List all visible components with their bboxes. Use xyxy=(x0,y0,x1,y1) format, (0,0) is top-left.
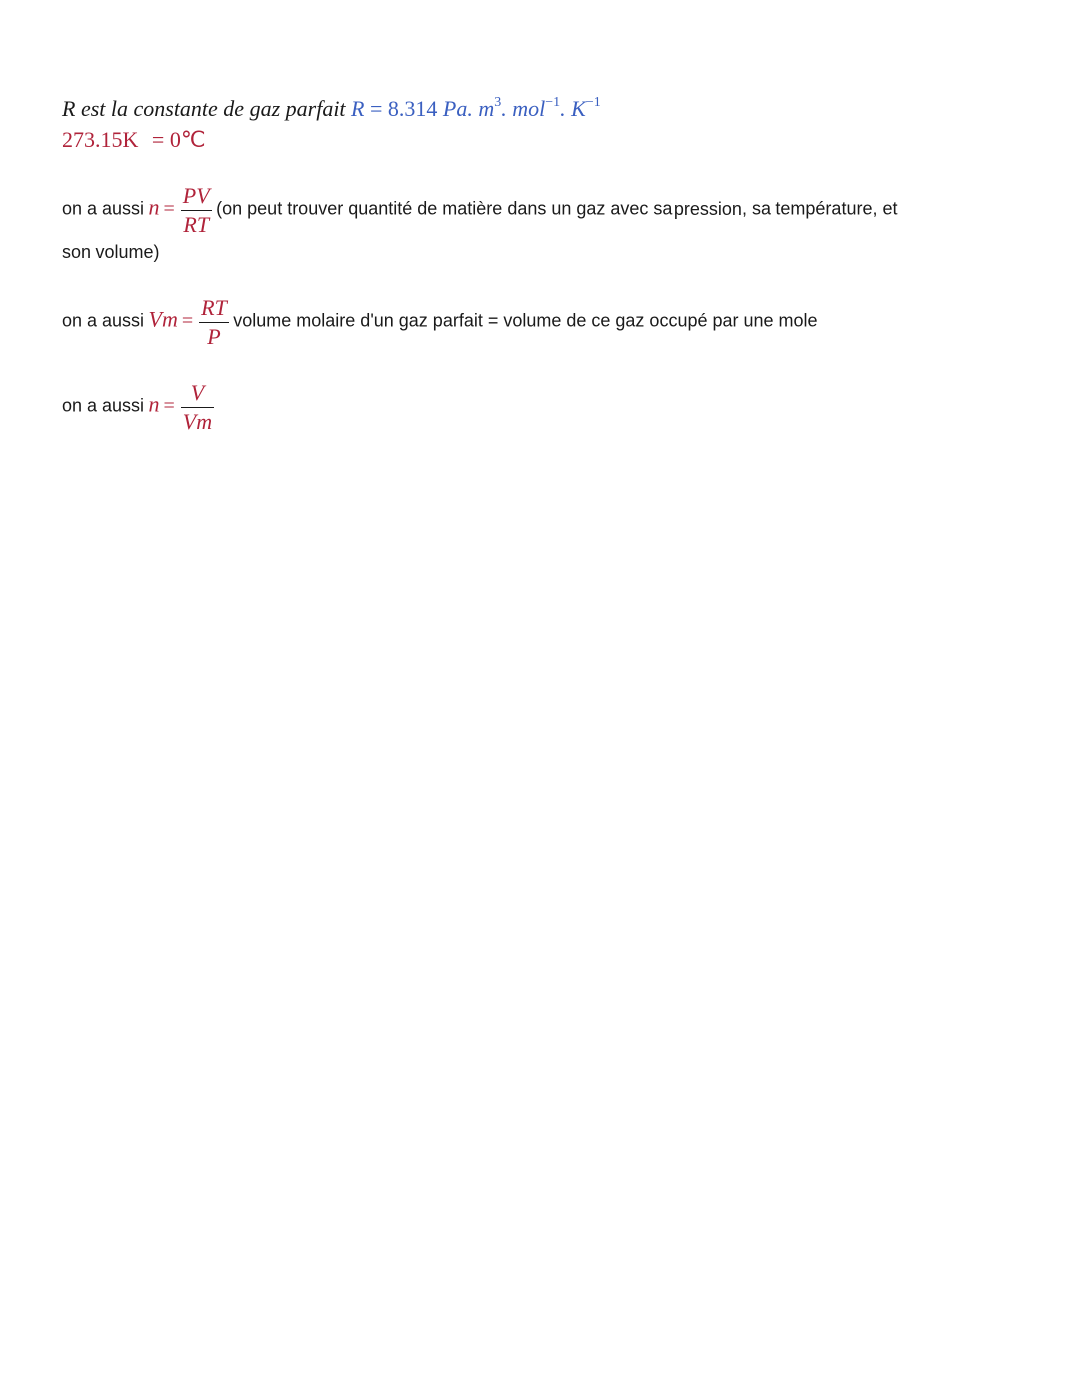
molar-volume-equals: = xyxy=(181,309,194,332)
molar-volume-description: volume molaire d'un gaz parfait = volume de ce gaz occupé par une mole xyxy=(233,310,818,331)
gas-constant-definition: R est la constante de gaz par xyxy=(62,96,317,121)
unit-pascal: Pa. xyxy=(442,96,473,121)
moles-explanation: (on peut trouver quantité de matière dans un gaz avec sa xyxy=(216,198,673,219)
gas-constant-symbol: R xyxy=(351,96,365,121)
moles-volume-denominator: Vm xyxy=(182,409,213,434)
moles-volume-equals: = xyxy=(163,394,175,417)
molar-volume-denominator: P xyxy=(207,324,221,349)
separator-2: , et xyxy=(872,198,898,219)
gas-constant-equals: = xyxy=(370,96,383,121)
kelvin-celsius-line xyxy=(62,127,206,153)
gas-constant-definition-end: fait xyxy=(316,96,346,121)
moles-volume-fraction xyxy=(181,381,214,434)
molar-volume-numerator: RT xyxy=(199,296,229,323)
keyword-volume: volume xyxy=(95,242,154,262)
separator-1: , sa xyxy=(741,198,771,219)
moles-volume-prefix: on a aussi xyxy=(62,395,145,416)
moles-from-volume-line xyxy=(62,381,214,434)
celsius-value: 0℃ xyxy=(169,127,206,152)
moles-fraction-numerator: PV xyxy=(181,184,212,211)
unit-meter: m xyxy=(478,96,495,121)
moles-variable: n xyxy=(148,194,160,220)
moles-equals: = xyxy=(163,197,175,220)
unit-mol-exponent: −1 xyxy=(545,95,561,110)
keyword-pression: pression xyxy=(673,198,742,219)
closing-paren: ) xyxy=(153,242,160,262)
son-word: son xyxy=(62,242,92,262)
moles-fraction xyxy=(181,184,212,237)
moles-fraction-denominator: RT xyxy=(183,212,210,237)
moles-volume-variable: n xyxy=(148,391,160,417)
unit-kelvin-exponent: −1 xyxy=(585,95,601,110)
kelvin-value: 273.15K xyxy=(62,127,139,152)
molar-volume-line xyxy=(62,296,818,349)
molar-volume-fraction xyxy=(199,296,229,349)
unit-mol: . mol xyxy=(501,96,546,121)
moles-from-pvt-line xyxy=(62,184,897,237)
moles-explanation-continued xyxy=(62,242,160,263)
gas-constant-value: 8.314 xyxy=(387,96,438,121)
molar-volume-prefix: on a aussi xyxy=(62,310,145,331)
moles-volume-numerator: V xyxy=(181,381,214,408)
gas-constant-line xyxy=(62,96,601,122)
unit-kelvin: . K xyxy=(560,96,586,121)
molar-volume-variable: Vm xyxy=(148,306,178,332)
moles-prefix: on a aussi xyxy=(62,198,145,219)
keyword-temperature: température xyxy=(775,198,873,219)
unit-meter-exponent: 3 xyxy=(494,95,502,110)
kelvin-celsius-equals: = xyxy=(151,127,165,152)
